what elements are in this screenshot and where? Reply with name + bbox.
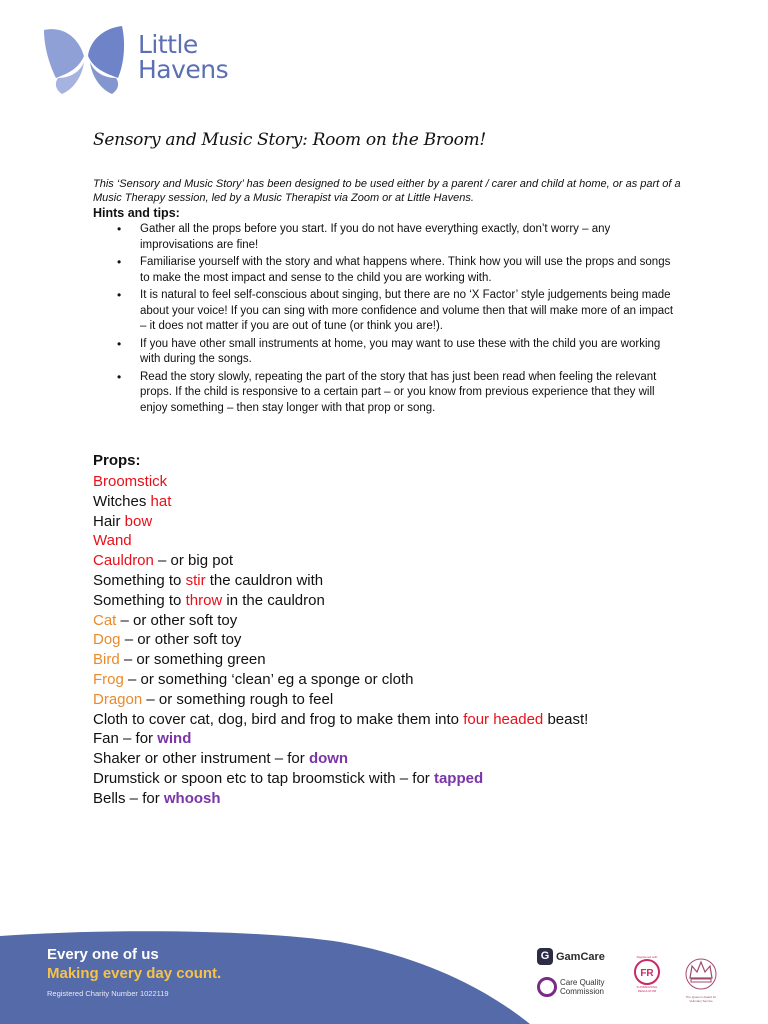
props-heading: Props: bbox=[93, 452, 141, 469]
props-list bbox=[93, 472, 588, 809]
prop-text: Drumstick or spoon etc to tap broomstick with – for bbox=[93, 769, 434, 787]
prop-keyword: throw bbox=[185, 591, 223, 609]
prop-text: – or other soft toy bbox=[120, 631, 242, 649]
prop-text: – or something green bbox=[119, 651, 266, 669]
prop-keyword: Broomstick bbox=[93, 473, 168, 490]
prop-text: Shaker or other instrument – for bbox=[93, 750, 309, 768]
prop-item bbox=[93, 630, 588, 650]
queens-award-caption: The Queen’s Award for Voluntary Service bbox=[685, 995, 717, 1003]
prop-keyword: four headed bbox=[463, 710, 544, 728]
crown-icon bbox=[680, 954, 722, 990]
tip-item: • Read the story slowly, repeating the part of the story that has just been read when feeling the relevant props. If the child is responsive to a certain part – or you know from previous experience that they will enjoy something – then stay longer with that prop or song. bbox=[112, 370, 682, 417]
cqc-label-1: Care Quality bbox=[560, 978, 605, 987]
prop-keyword: hat bbox=[150, 492, 172, 510]
prop-keyword: Frog bbox=[93, 670, 124, 688]
prop-keyword: wind bbox=[157, 730, 192, 748]
prop-item bbox=[93, 551, 588, 571]
butterfly-icon bbox=[42, 26, 132, 96]
prop-keyword: Cat bbox=[93, 611, 117, 629]
hints-heading: Hints and tips: bbox=[93, 206, 180, 220]
prop-item bbox=[93, 611, 588, 631]
prop-keyword: Cauldron bbox=[93, 552, 154, 570]
footer-tagline-2: Making every day count. bbox=[47, 965, 222, 982]
prop-keyword: tapped bbox=[433, 769, 484, 787]
prop-keyword: Wand bbox=[93, 532, 132, 550]
prop-item bbox=[93, 472, 588, 492]
prop-text: Witches bbox=[93, 492, 151, 510]
gamcare-icon: G bbox=[537, 948, 553, 965]
prop-keyword: Dragon bbox=[93, 690, 143, 708]
prop-text: in the cauldron bbox=[222, 591, 325, 609]
charity-number: Registered Charity Number 1022119 bbox=[47, 989, 169, 998]
prop-text: the cauldron with bbox=[205, 571, 324, 589]
logo-line1: Little bbox=[138, 30, 198, 59]
fr-icon: FR bbox=[634, 959, 660, 985]
prop-keyword: bow bbox=[124, 512, 153, 530]
prop-text: Something to bbox=[93, 591, 186, 609]
page-title: Sensory and Music Story: Room on the Broom! bbox=[93, 130, 486, 150]
prop-item bbox=[93, 749, 588, 769]
intro-paragraph: This ‘Sensory and Music Story’ has been designed to be used either by a parent / carer and child at home, or as part of a Music Therapy session, led by a Music Therapist via Zoom or at Little Havens. bbox=[93, 178, 681, 204]
cqc-badge bbox=[537, 977, 604, 997]
tip-item: • Gather all the props before you start. If you do not have everything exactly, don’t worry – any improvisations are fine! bbox=[112, 222, 682, 253]
prop-text: – or other soft toy bbox=[116, 611, 238, 629]
gamcare-badge bbox=[537, 948, 605, 965]
prop-text: Hair bbox=[93, 512, 125, 530]
prop-text: Something to bbox=[93, 571, 186, 589]
cqc-icon bbox=[537, 977, 557, 997]
prop-text: – or something ‘clean’ eg a sponge or cloth bbox=[123, 670, 414, 688]
prop-keyword: stir bbox=[185, 571, 206, 589]
tip-item: • If you have other small instruments at home, you may want to use these with the child you are working with during the songs. bbox=[112, 337, 682, 368]
footer bbox=[0, 930, 768, 1024]
prop-keyword: Bird bbox=[93, 651, 120, 669]
prop-item bbox=[93, 512, 588, 532]
prop-item bbox=[93, 729, 588, 749]
fr-top-label: Registered with bbox=[636, 955, 658, 959]
prop-item bbox=[93, 591, 588, 611]
fr-caption: FUNDRAISING REGULATOR bbox=[636, 985, 658, 993]
prop-text: – or something rough to feel bbox=[142, 690, 334, 708]
tip-item: • It is natural to feel self-conscious about singing, but there are no ‘X Factor’ style judgements being made about your voice! If you can sing with more confidence and volume then that will make more of an impact – it does not matter if you are out of tune (or think you are!). bbox=[112, 288, 682, 335]
tips-list bbox=[112, 222, 682, 418]
prop-text: Bells – for bbox=[93, 789, 164, 807]
fundraising-regulator-badge bbox=[631, 955, 663, 993]
prop-item bbox=[93, 710, 588, 730]
prop-keyword: down bbox=[308, 750, 349, 768]
prop-item bbox=[93, 789, 588, 809]
prop-text: Cloth to cover cat, dog, bird and frog to make them into bbox=[93, 710, 464, 728]
footer-tagline-1: Every one of us bbox=[47, 946, 159, 963]
prop-item bbox=[93, 492, 588, 512]
little-havens-logo bbox=[42, 26, 242, 96]
prop-item bbox=[93, 670, 588, 690]
prop-keyword: whoosh bbox=[163, 789, 221, 807]
prop-text: – or big pot bbox=[153, 552, 234, 570]
logo-line2: Havens bbox=[138, 55, 229, 84]
cqc-label-2: Commission bbox=[560, 987, 605, 996]
prop-item bbox=[93, 690, 588, 710]
queens-award-badge bbox=[680, 954, 722, 1003]
prop-text: Fan – for bbox=[93, 730, 158, 748]
prop-item bbox=[93, 650, 588, 670]
gamcare-label: GamCare bbox=[556, 950, 605, 963]
tip-item: • Familiarise yourself with the story and what happens where. Think how you will use the props and songs to make the most impact and sense to the child you are working with. bbox=[112, 255, 682, 286]
prop-item bbox=[93, 769, 588, 789]
prop-item bbox=[93, 531, 588, 551]
prop-keyword: Dog bbox=[93, 631, 121, 649]
prop-text: beast! bbox=[543, 710, 589, 728]
prop-item bbox=[93, 571, 588, 591]
